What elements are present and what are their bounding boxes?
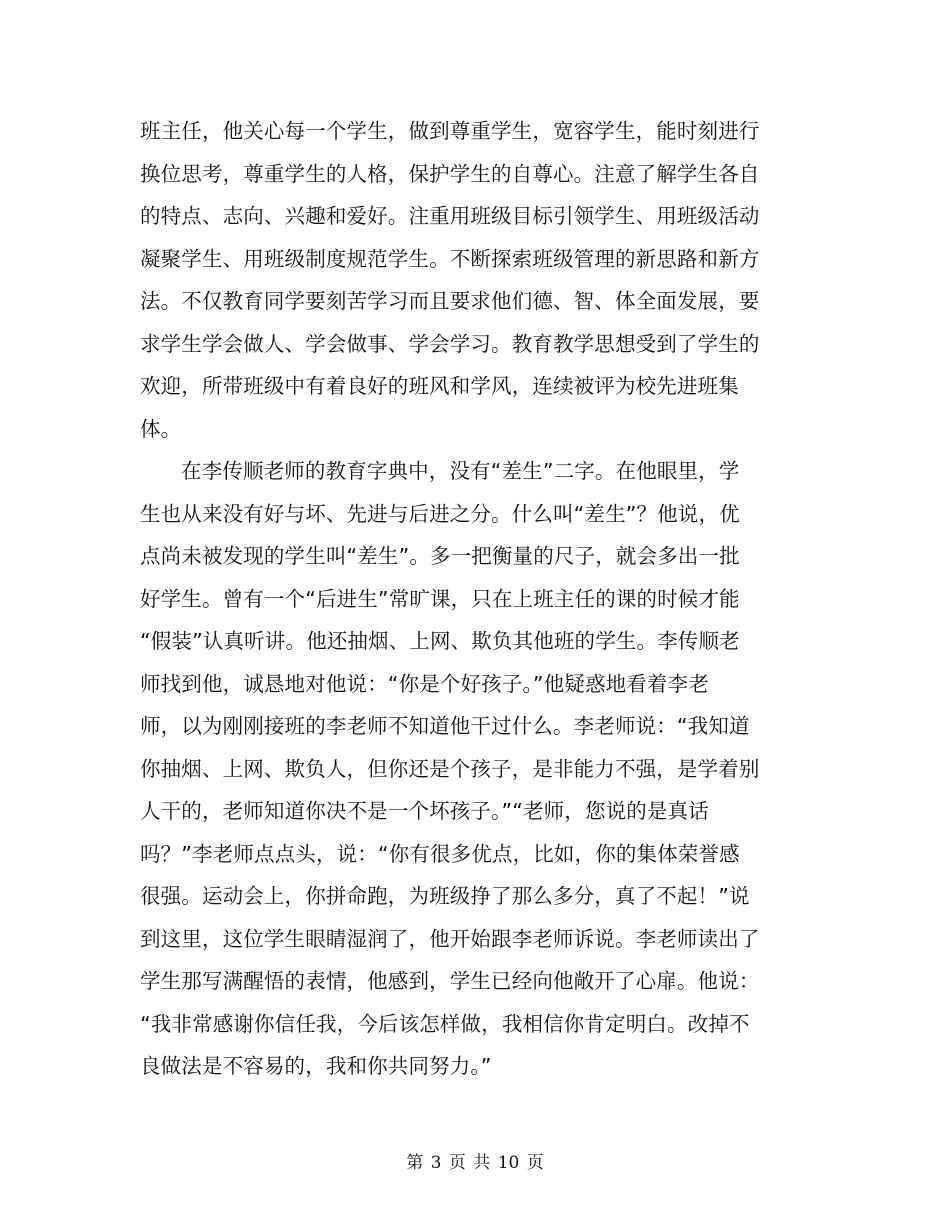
text-line: 吗？”李老师点点头，说：“你有很多优点，比如，你的集体荣誉感 <box>140 841 740 866</box>
text-line: 生也从来没有好与坏、先进与后进之分。什么叫“差生”？他说，优 <box>140 501 740 526</box>
document-body <box>140 110 760 1088</box>
paragraph <box>140 110 760 450</box>
text-line: 师，以为刚刚接班的李老师不知道他干过什么。李老师说：“我知道 <box>140 714 750 738</box>
text-line: “假装”认真听讲。他还抽烟、上网、欺负其他班的学生。李传顺老 <box>140 629 740 653</box>
text-line: 很强。运动会上，你拼命跑，为班级挣了那么多分，真了不起！”说 <box>140 884 750 908</box>
text-line: 班主任，他关心每一个学生，做到尊重学生，宽容学生，能时刻进行 <box>140 119 760 143</box>
text-line: 求学生学会做人、学会做事、学会学习。教育教学思想受到了学生的 <box>140 331 760 356</box>
text-line: 换位思考，尊重学生的人格，保护学生的自尊心。注意了解学生各自 <box>140 161 760 186</box>
text-line: 凝聚学生、用班级制度规范学生。不断探索班级管理的新思路和新方 <box>140 246 760 271</box>
text-line: “我非常感谢你信任我，今后该怎样做，我相信你肯定明白。改掉不 <box>140 1011 750 1036</box>
text-line: 好学生。曾有一个“后进生”常旷课，只在上班主任的课的时候才能 <box>140 586 740 611</box>
text-line: 法。不仅教育同学要刻苦学习而且要求他们德、智、体全面发展，要 <box>140 289 760 313</box>
text-line: 到这里，这位学生眼睛湿润了，他开始跟李老师诉说。李老师读出了 <box>140 926 760 951</box>
text-line: 的特点、志向、兴趣和爱好。注重用班级目标引领学生、用班级活动 <box>140 204 760 228</box>
text-line: 在李传顺老师的教育字典中，没有“差生”二字。在他眼里，学 <box>181 459 740 483</box>
text-line: 人干的，老师知道你决不是一个坏孩子。”“老师，您说的是真话 <box>140 799 709 823</box>
text-line: 师找到他，诚恳地对他说：“你是个好孩子。”他疑惑地看着李老 <box>140 671 709 696</box>
paragraph <box>140 450 760 1088</box>
text-line: 你抽烟、上网、欺负人，但你还是个孩子，是非能力不强，是学着别 <box>140 756 760 781</box>
text-line: 点尚未被发现的学生叫“差生”。多一把衡量的尺子，就会多出一批 <box>140 544 740 568</box>
text-line: 体。 <box>140 416 182 441</box>
text-line: 学生那写满醒悟的表情，他感到，学生已经向他敞开了心扉。他说： <box>140 969 760 993</box>
page-footer: 第 3 页 共 10 页 <box>406 1153 544 1173</box>
text-line: 良做法是不容易的，我和你共同努力。” <box>140 1054 492 1078</box>
text-line: 欢迎，所带班级中有着良好的班风和学风，连续被评为校先进班集 <box>140 374 739 398</box>
